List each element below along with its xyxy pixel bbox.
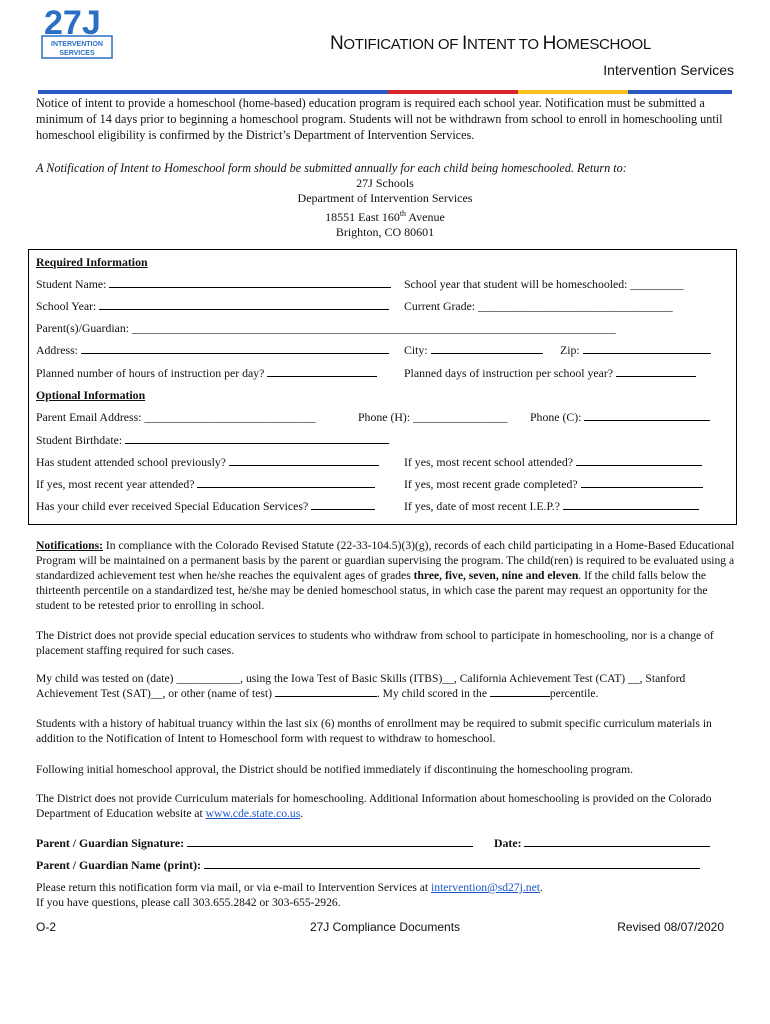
current-grade-field[interactable]: Current Grade: _________________________________ bbox=[404, 299, 673, 313]
planned-days-field[interactable]: Planned days of instruction per school year? bbox=[404, 366, 696, 381]
school-year-homeschooled-field[interactable]: School year that student will be homeschooled: _________ bbox=[404, 277, 684, 291]
return-address: 27J Schools Department of Intervention Services 18551 East 160th Avenue Brighton, CO 80601 bbox=[297, 176, 473, 239]
required-heading: Required Information bbox=[36, 255, 148, 269]
signature-date-field[interactable]: Date: bbox=[494, 836, 710, 851]
logo-sub2: SERVICES bbox=[59, 50, 95, 57]
special-ed-field[interactable]: Has your child ever received Special Education Services? bbox=[36, 499, 375, 514]
following-paragraph: Following initial homeschool approval, the District should be notified immediately if discontinuing the homeschooling program. bbox=[36, 763, 633, 776]
return-note: Please return this notification form via mail, or via e-mail to Intervention Services at intervention@sd27j.net. If you have questions, please call 303.655.2842 or 303-655-2926. bbox=[36, 881, 543, 909]
logo-text: 27J bbox=[44, 6, 101, 42]
iep-date-field[interactable]: If yes, date of most recent I.E.P.? bbox=[404, 499, 699, 514]
page-title: NOTIFICATION OF INTENT TO HOMESCHOOL bbox=[330, 33, 651, 54]
parent-guardian-field[interactable]: Parent(s)/Guardian: __________________________________________________________________________________ bbox=[36, 321, 616, 335]
guardian-name-field[interactable]: Parent / Guardian Name (print): bbox=[36, 858, 700, 873]
logo-sub1: INTERVENTION bbox=[51, 41, 103, 48]
district-logo bbox=[40, 6, 114, 62]
zip-field[interactable]: Zip: bbox=[560, 343, 711, 358]
header-color-bar bbox=[38, 81, 732, 85]
cde-website-link[interactable]: www.cde.state.co.us bbox=[205, 807, 301, 820]
footer-revised: Revised 08/07/2020 bbox=[617, 920, 724, 934]
recent-grade-field[interactable]: If yes, most recent grade completed? bbox=[404, 477, 703, 492]
footer-doc-code: O-2 bbox=[36, 920, 57, 934]
special-ed-paragraph: The District does not provide special education services to students who withdraw from school to participate in homeschooling, nor is a change of placement staffing required for such cases. bbox=[36, 629, 714, 657]
page-subtitle: Intervention Services bbox=[603, 62, 734, 78]
attended-previously-field[interactable]: Has student attended school previously? bbox=[36, 455, 379, 470]
city-field[interactable]: City: bbox=[404, 343, 543, 358]
phone-home-field[interactable]: Phone (H): ________________ bbox=[358, 410, 508, 424]
notifications-paragraph: Notifications: In compliance with the Colorado Revised Statute (22-33-104.5)(3)(g), records of each child participating in a Home-Based Educational Program will be maintained on a permanent basis by the parent or guardian supervising the program. The child(ren) is required to be evaluated using a standardized achievement test when he/she reaches the equivalent ages of grades three, five, seven, nine and eleven. If the child falls below the thirteenth percentile on a standardized test, he/she may be denied homeschool status, in which case the parent may request an opportunity for the student to be retested prior to enrolling in school. bbox=[36, 539, 735, 612]
notice-italic: A Notification of Intent to Homeschool form should be submitted annually for each child being homeschooled. Return to: bbox=[36, 161, 627, 175]
birthdate-field[interactable]: Student Birthdate: bbox=[36, 433, 389, 448]
intervention-email-link[interactable]: intervention@sd27j.net bbox=[431, 881, 540, 894]
curriculum-paragraph: The District does not provide Curriculum materials for homeschooling. Additional Information about homeschooling is provided on the Colorado Department of Education website at www.cde.state.co.us. bbox=[36, 792, 712, 820]
intro-paragraph: Notice of intent to provide a homeschool (home-based) education program is required each school year. Notification must be submitted a minimum of 14 days prior to beginning a homeschool program. Students will not be withdrawn from school to enroll in homeschooling until homeschool eligibility is confirmed by the District’s Department of Intervention Services. bbox=[36, 96, 723, 142]
footer-title: 27J Compliance Documents bbox=[309, 920, 461, 934]
signature-field[interactable]: Parent / Guardian Signature: bbox=[36, 836, 473, 851]
recent-school-field[interactable]: If yes, most recent school attended? bbox=[404, 455, 702, 470]
address-field[interactable]: Address: bbox=[36, 343, 389, 358]
parent-email-field[interactable]: Parent Email Address: _____________________________ bbox=[36, 410, 316, 424]
student-name-field[interactable]: Student Name: bbox=[36, 277, 391, 292]
tested-paragraph: My child was tested on (date) ___________, using the Iowa Test of Basic Skills (ITBS)__, California Achievement Test (CAT) __, Stanford Achievement Test (SAT)__, or other (name of test) . My child scored in the percentile. bbox=[36, 672, 686, 700]
optional-heading: Optional Information bbox=[36, 388, 146, 402]
planned-hours-field[interactable]: Planned number of hours of instruction per day? bbox=[36, 366, 377, 381]
phone-cell-field[interactable]: Phone (C): bbox=[530, 410, 710, 425]
recent-year-field[interactable]: If yes, most recent year attended? bbox=[36, 477, 375, 492]
truancy-paragraph: Students with a history of habitual truancy within the last six (6) months of enrollment may be required to submit specific curriculum materials in addition to the Notification of Intent to Homeschool form with request to withdraw to homeschool. bbox=[36, 717, 712, 745]
school-year-field[interactable]: School Year: bbox=[36, 299, 389, 314]
